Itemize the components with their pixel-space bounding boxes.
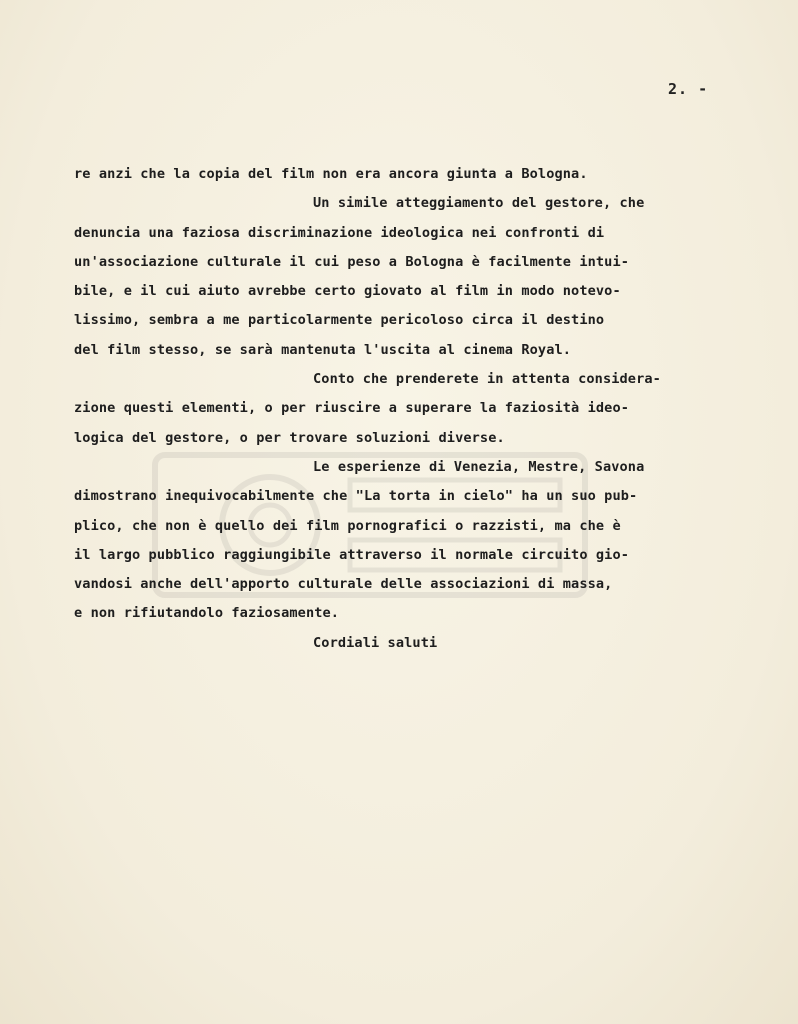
- text-line: re anzi che la copia del film non era ancora giunta a Bologna.: [74, 166, 588, 182]
- text-line: dimostrano inequivocabilmente che "La torta in cielo" ha un suo pub-: [74, 488, 638, 505]
- letter-body: [74, 160, 764, 658]
- text-line: lissimo, sembra a me particolarmente pericoloso circa il destino: [74, 312, 605, 329]
- text-line: del film stesso, se sarà mantenuta l'uscita al cinema Royal.: [74, 341, 572, 358]
- text-line: zione questi elementi, o per riuscire a superare la faziosità ideo-: [74, 400, 630, 417]
- text-line: bile, e il cui aiuto avrebbe certo giovato al film in modo notevo-: [74, 283, 621, 300]
- closing-salutation: Cordiali saluti: [313, 634, 438, 651]
- page-number: 2. -: [668, 80, 709, 98]
- text-line: plico, che non è quello dei film pornografici o razzisti, ma che è: [74, 517, 621, 534]
- text-line: Conto che prenderete in attenta considera-: [313, 371, 661, 388]
- text-line: logica del gestore, o per trovare soluzioni diverse.: [74, 429, 505, 446]
- text-line: il largo pubblico raggiungibile attraverso il normale circuito gio-: [74, 546, 630, 563]
- text-line: un'associazione culturale il cui peso a Bologna è facilmente intui-: [74, 253, 630, 270]
- text-line: e non rifiutandolo faziosamente.: [74, 605, 340, 622]
- text-line: Le esperienze di Venezia, Mestre, Savona: [313, 458, 645, 475]
- text-line: vandosi anche dell'apporto culturale delle associazioni di massa,: [74, 576, 613, 593]
- text-line: denuncia una faziosa discriminazione ideologica nei confronti di: [74, 224, 605, 241]
- text-line: Un simile atteggiamento del gestore, che: [313, 195, 645, 212]
